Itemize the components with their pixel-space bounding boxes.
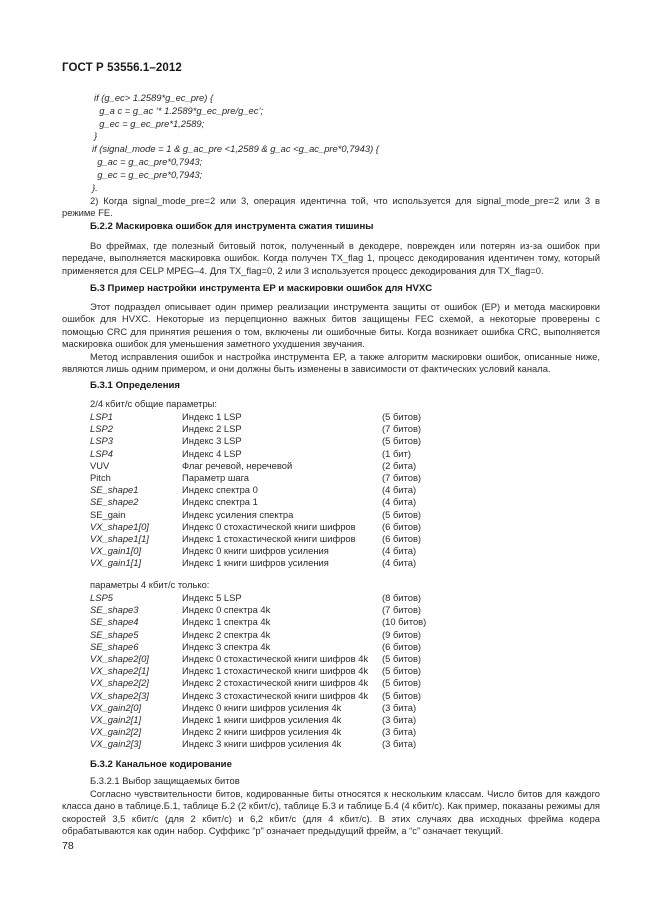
parameter-description: Индекс 1 LSP: [182, 411, 242, 422]
definition-row: [90, 460, 452, 472]
parameter-bits: (5 битов): [382, 653, 422, 665]
definition-row: [90, 629, 452, 641]
paragraph-text: Этот подраздел описывает один пример реализации инструмента защиты от ошибок (EP) и метода маскировки ошибок для HVXC. Некоторые из перцепционно важных битов защищены FEC схемой, а некоторые проверены с помощью CRC для принятия решения о том, включены ли ошибочные биты. Когда возникает ошибка CRC, выполняется маскировка ошибок для уменьшения заметного ухудшения звучания.: [62, 301, 600, 350]
paragraph-case2: [62, 195, 600, 220]
parameter-name: VUV: [90, 459, 110, 471]
section-heading-b22: Б.2.2 Маскировка ошибок для инструмента сжатия тишины: [90, 221, 374, 232]
parameter-name: VX_shape1[1]: [90, 533, 149, 545]
definitions-table-4k: [90, 592, 452, 751]
parameter-name: SE_shape4: [90, 616, 139, 628]
parameter-description: Индекс 3 LSP: [182, 435, 242, 447]
parameter-name: SE_shape6: [90, 640, 139, 652]
parameter-description: Индекс 0 спектра 4k: [182, 604, 271, 616]
parameter-bits: (9 битов): [382, 628, 422, 640]
parameter-bits: (3 бита): [382, 714, 417, 726]
parameter-name: SE_shape3: [90, 604, 139, 616]
subsection-heading-b321: Б.3.2.1 Выбор защищаемых битов: [90, 775, 240, 786]
definition-row: [90, 690, 452, 702]
parameter-description: Индекс 1 стохастической книги шифров 4k: [182, 665, 369, 677]
parameter-bits: (6 битов): [382, 520, 422, 532]
parameter-bits: (5 битов): [382, 665, 422, 677]
code-line: if (signal_mode = 1 & g_ac_pre <1,2589 & g_ac <g_ac_pre*0,7943) {: [92, 143, 379, 155]
paragraph-text: 2) Когда signal_mode_pre=2 или 3, операция идентична той, что используется для signal_mode_pre=2 или 3 в режиме FE.: [62, 195, 600, 219]
parameter-name: SE_gain: [90, 508, 126, 520]
parameter-description: Индекс 3 спектра 4k: [182, 640, 271, 652]
definitions-table-body: [90, 592, 452, 751]
definition-row: [90, 448, 452, 460]
parameter-bits: (4 бита): [382, 557, 417, 569]
parameter-bits: (5 битов): [382, 411, 422, 422]
parameter-description: Индекс 1 книги шифров усиления 4k: [182, 714, 342, 726]
parameter-bits: (7 битов): [382, 423, 422, 435]
parameter-description: Индекс спектра 1: [182, 496, 258, 508]
code-line: if (g_ec> 1.2589*g_ec_pre) {: [94, 92, 214, 103]
group1-caption: 2/4 кбит/с общие параметры:: [90, 398, 218, 409]
parameter-description: Флаг речевой, неречевой: [182, 459, 293, 471]
parameter-description: Индекс 2 спектра 4k: [182, 628, 271, 640]
code-line: }: [94, 130, 98, 142]
page-number: 78: [62, 840, 74, 852]
definition-row: [90, 726, 452, 738]
paragraph-b22: [62, 240, 600, 277]
parameter-name: VX_shape1[0]: [90, 520, 149, 532]
parameter-name: VX_shape2[1]: [90, 665, 149, 677]
definition-row: [90, 533, 452, 545]
parameter-description: Индекс 2 книги шифров усиления 4k: [182, 726, 342, 738]
section-heading-b3: Б.3 Пример настройки инструмента EP и маскировки ошибок для HVXC: [90, 283, 433, 294]
parameter-name: SE_shape1: [90, 484, 139, 496]
parameter-name: VX_shape2[2]: [90, 677, 149, 689]
definitions-table-body: [90, 411, 452, 570]
parameter-bits: (4 бита): [382, 496, 417, 508]
definition-row: [90, 521, 452, 533]
definition-row: [90, 411, 452, 423]
definition-row: [90, 484, 452, 496]
definition-row: [90, 545, 452, 557]
parameter-bits: (7 битов): [382, 472, 422, 484]
parameter-name: VX_shape2[0]: [90, 653, 149, 665]
paragraph-b3: [62, 301, 600, 375]
parameter-description: Индекс 0 стохастической книги шифров: [182, 520, 356, 532]
parameter-description: Индекс 3 стохастической книги шифров 4k: [182, 689, 369, 701]
parameter-description: Индекс усиления спектра: [182, 508, 294, 520]
parameter-bits: (3 бита): [382, 726, 417, 738]
parameter-bits: (6 битов): [382, 640, 422, 652]
parameter-name: VX_gain2[3]: [90, 738, 142, 750]
paragraph-text: Метод исправления ошибок и настройка инструмента EP, а также алгоритм маскировки ошибок, описанные ниже, являются лишь одним примером, и они должны быть изменены в зависимости от фактических условий канала.: [62, 350, 600, 375]
parameter-bits: (10 битов): [382, 616, 427, 628]
parameter-name: VX_gain2[0]: [90, 701, 142, 713]
code-line: g_ac = g_ac_pre*0,7943;: [92, 155, 203, 167]
parameter-name: VX_gain1[0]: [90, 545, 142, 557]
definition-row: [90, 714, 452, 726]
parameter-description: Индекс 2 LSP: [182, 423, 242, 435]
parameter-description: Параметр шага: [182, 472, 250, 484]
parameter-description: Индекс 2 стохастической книги шифров 4k: [182, 677, 369, 689]
parameter-name: SE_shape5: [90, 628, 139, 640]
parameter-bits: (6 битов): [382, 533, 422, 545]
parameter-description: Индекс 1 спектра 4k: [182, 616, 271, 628]
parameter-name: SE_shape2: [90, 496, 139, 508]
parameter-description: Индекс 3 книги шифров усиления 4k: [182, 738, 342, 750]
parameter-bits: (5 битов): [382, 435, 422, 447]
parameter-name: VX_shape2[3]: [90, 689, 149, 701]
parameter-bits: (5 битов): [382, 677, 422, 689]
definition-row: [90, 665, 452, 677]
standard-header: ГОСТ Р 53556.1–2012: [62, 62, 182, 74]
parameter-bits: (8 битов): [382, 592, 422, 603]
definition-row: [90, 509, 452, 521]
parameter-description: Индекс 5 LSP: [182, 592, 242, 603]
definition-row: [90, 592, 452, 604]
parameter-bits: (5 битов): [382, 508, 422, 520]
definition-row: [90, 496, 452, 508]
parameter-description: Индекс 0 стохастической книги шифров 4k: [182, 653, 369, 665]
parameter-bits: (7 битов): [382, 604, 422, 616]
parameter-bits: (4 бита): [382, 484, 417, 496]
parameter-description: Индекс 4 LSP: [182, 447, 242, 459]
code-line: }.: [92, 181, 98, 193]
parameter-bits: (2 бита): [382, 459, 417, 471]
definition-row: [90, 557, 452, 569]
parameter-description: Индекс 1 стохастической книги шифров: [182, 533, 356, 545]
definitions-table-common: [90, 411, 452, 570]
parameter-name: LSP5: [90, 592, 113, 603]
definition-row: [90, 702, 452, 714]
definition-row: [90, 472, 452, 484]
definition-row: [90, 423, 452, 435]
paragraph-text: Во фреймах, где полезный битовый поток, полученный в декодере, поврежден или потерян из-за ошибок при передаче, выполняется маскировка ошибок. Когда получен TX_flag 1, процесс декодирования идентичен тому, который применяется для CELP MPEG–4. Для TX_flag=0, 2 или 3 используется процесс декодирования для TX_flag=0.: [62, 240, 600, 276]
definition-row: [90, 738, 452, 750]
parameter-name: Pitch: [90, 472, 111, 484]
section-heading-b31: Б.3.1 Определения: [90, 380, 181, 391]
definition-row: [90, 604, 452, 616]
section-heading-b32: Б.3.2 Канальное кодирование: [90, 759, 232, 770]
parameter-description: Индекс спектра 0: [182, 484, 258, 496]
parameter-description: Индекс 1 книги шифров усиления: [182, 557, 329, 569]
parameter-bits: (5 битов): [382, 689, 422, 701]
parameter-name: VX_gain2[2]: [90, 726, 142, 738]
parameter-name: LSP1: [90, 411, 113, 422]
parameter-name: LSP2: [90, 423, 113, 435]
parameter-bits: (3 бита): [382, 738, 417, 750]
code-line: g_a c = g_ac ‘* 1.2589*g_ec_pre/g_ec’;: [94, 104, 264, 116]
definition-row: [90, 653, 452, 665]
parameter-name: LSP4: [90, 447, 113, 459]
paragraph-text: Согласно чувствительности битов, кодированные биты относятся к нескольким классам. Число битов для каждого класса дано в таблице.Б.1, таблице Б.2 (2 кбит/с), таблице Б.3 и таблице Б.4 (4 кбит/с). Как пример, показаны режимы для скоростей 3,5 кбит/с (для 2 кбит/с) и 6,2 кбит/с (для 4 кбит/с). В этих случаях два исходных фрейма кодера обрабатываются как один набор. Суффикс “p” означает предыдущий фрейм, а “c” означает текущий.: [62, 788, 600, 837]
paragraph-b32: [62, 788, 600, 838]
definition-row: [90, 641, 452, 653]
code-block: [62, 92, 602, 194]
code-line: g_ec = g_ec_pre*0,7943;: [92, 168, 203, 180]
definition-row: [90, 677, 452, 689]
group2-caption: параметры 4 кбит/с только:: [90, 579, 210, 590]
definition-row: [90, 616, 452, 628]
parameter-description: Индекс 0 книги шифров усиления: [182, 545, 329, 557]
parameter-bits: (1 бит): [382, 447, 411, 459]
parameter-name: VX_gain1[1]: [90, 557, 142, 569]
parameter-bits: (4 бита): [382, 545, 417, 557]
code-line: g_ec = g_ec_pre*1,2589;: [94, 117, 205, 129]
definition-row: [90, 435, 452, 447]
parameter-bits: (3 бита): [382, 701, 417, 713]
parameter-name: VX_gain2[1]: [90, 714, 142, 726]
parameter-name: LSP3: [90, 435, 113, 447]
parameter-description: Индекс 0 книги шифров усиления 4k: [182, 701, 342, 713]
